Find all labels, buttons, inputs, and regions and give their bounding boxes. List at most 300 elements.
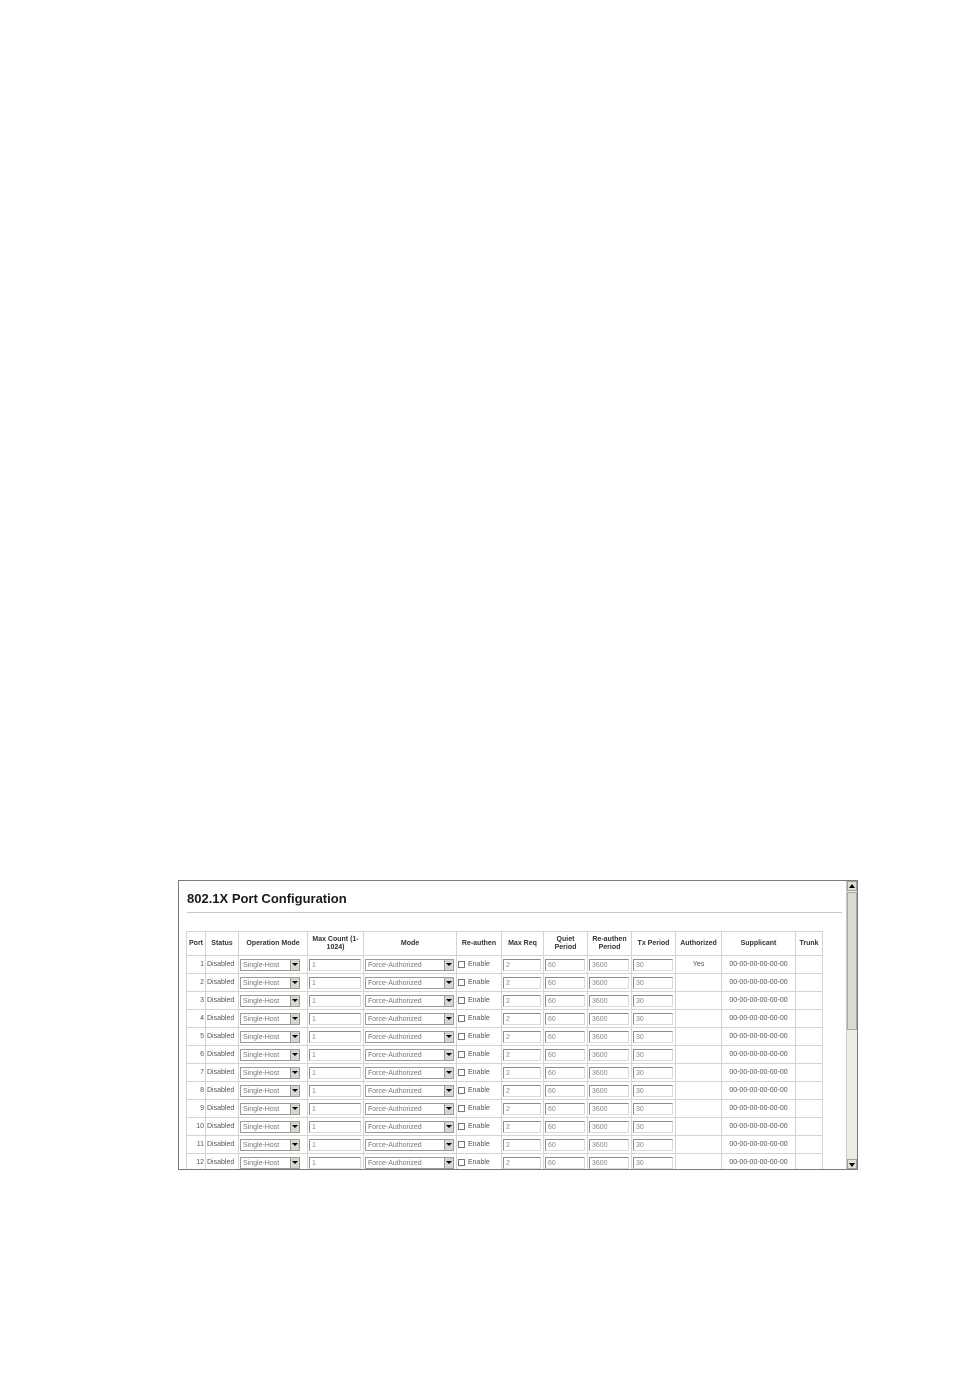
reauthen-period-input[interactable] <box>589 995 629 1007</box>
reauthen-period-input[interactable] <box>589 1013 629 1025</box>
authorized-status <box>676 1028 722 1046</box>
port-status: Disabled <box>206 1082 239 1100</box>
trunk-status <box>796 1100 823 1118</box>
max-count-input[interactable] <box>309 995 361 1007</box>
max-req-input[interactable] <box>503 959 541 971</box>
chevron-down-icon[interactable] <box>444 1014 453 1024</box>
port-status: Disabled <box>206 1010 239 1028</box>
quiet-period-value: 60 <box>548 979 556 987</box>
max-count-input[interactable] <box>309 959 361 971</box>
max-req-value: 2 <box>506 1015 510 1023</box>
reauthen-checkbox[interactable] <box>458 979 465 986</box>
chevron-down-icon[interactable] <box>290 1140 299 1150</box>
mode-cell <box>364 1028 457 1046</box>
max-count-input[interactable] <box>309 1013 361 1025</box>
quiet-period-cell <box>544 1082 588 1100</box>
tx-period-value: 30 <box>636 1123 644 1131</box>
quiet-period-cell <box>544 1064 588 1082</box>
tx-period-input[interactable] <box>633 995 673 1007</box>
header-max-req: Max Req <box>502 932 544 956</box>
mode-select[interactable] <box>365 1121 454 1133</box>
chevron-down-icon[interactable] <box>444 1050 453 1060</box>
quiet-period-cell <box>544 974 588 992</box>
reauthen-period-cell <box>588 1064 632 1082</box>
tx-period-input[interactable] <box>633 1139 673 1151</box>
operation-mode-cell <box>239 1028 308 1046</box>
max-req-cell <box>502 1046 544 1064</box>
mode-cell <box>364 1046 457 1064</box>
reauthen-period-cell <box>588 1136 632 1154</box>
port-number: 3 <box>187 992 206 1010</box>
chevron-down-icon[interactable] <box>444 1086 453 1096</box>
mode-cell <box>364 1136 457 1154</box>
supplicant-address: 00-00-00-00-00-00 <box>722 1136 796 1154</box>
quiet-period-input[interactable] <box>545 1049 585 1061</box>
reauthen-period-input[interactable] <box>589 1157 629 1169</box>
port-number: 12 <box>187 1154 206 1170</box>
authorized-status <box>676 1082 722 1100</box>
reauthen-cell <box>457 1154 502 1170</box>
authorized-status <box>676 1136 722 1154</box>
reauthen-period-cell <box>588 1010 632 1028</box>
port-number: 10 <box>187 1118 206 1136</box>
port-status: Disabled <box>206 956 239 974</box>
chevron-down-icon[interactable] <box>444 1140 453 1150</box>
reauthen-enable-label: Enable <box>468 960 490 968</box>
max-req-value: 2 <box>506 1069 510 1077</box>
table-row <box>187 1046 823 1064</box>
header-authorized: Authorized <box>676 932 722 956</box>
operation-mode-select[interactable] <box>240 1103 300 1115</box>
authorized-status <box>676 1064 722 1082</box>
max-count-input[interactable] <box>309 1121 361 1133</box>
reauthen-cell <box>457 1118 502 1136</box>
operation-mode-value: Single-Host <box>243 1141 280 1149</box>
port-number: 5 <box>187 1028 206 1046</box>
max-req-cell <box>502 974 544 992</box>
reauthen-checkbox[interactable] <box>458 1087 465 1094</box>
max-req-value: 2 <box>506 997 510 1005</box>
max-req-input[interactable] <box>503 1103 541 1115</box>
mode-cell <box>364 974 457 992</box>
reauthen-cell <box>457 1064 502 1082</box>
reauthen-period-value: 3600 <box>592 961 608 969</box>
reauthen-checkbox[interactable] <box>458 1051 465 1058</box>
quiet-period-cell <box>544 1028 588 1046</box>
trunk-status <box>796 1046 823 1064</box>
mode-cell <box>364 1010 457 1028</box>
quiet-period-input[interactable] <box>545 1031 585 1043</box>
max-count-input[interactable] <box>309 1139 361 1151</box>
vertical-scrollbar[interactable] <box>846 881 857 1169</box>
chevron-down-icon[interactable] <box>290 960 299 970</box>
max-req-cell <box>502 992 544 1010</box>
tx-period-value: 30 <box>636 1015 644 1023</box>
operation-mode-select[interactable] <box>240 1031 300 1043</box>
supplicant-address: 00-00-00-00-00-00 <box>722 1118 796 1136</box>
mode-select[interactable] <box>365 1031 454 1043</box>
reauthen-checkbox[interactable] <box>458 1123 465 1130</box>
max-count-value: 1 <box>312 961 316 969</box>
tx-period-input[interactable] <box>633 1013 673 1025</box>
max-req-value: 2 <box>506 1033 510 1041</box>
operation-mode-select[interactable] <box>240 959 300 971</box>
max-req-cell <box>502 956 544 974</box>
port-number: 9 <box>187 1100 206 1118</box>
operation-mode-cell <box>239 1046 308 1064</box>
tx-period-value: 30 <box>636 961 644 969</box>
chevron-down-icon[interactable] <box>444 996 453 1006</box>
mode-value: Force-Authorized <box>368 1051 422 1059</box>
max-count-cell <box>308 992 364 1010</box>
reauthen-period-cell <box>588 956 632 974</box>
reauthen-cell <box>457 1100 502 1118</box>
max-count-input[interactable] <box>309 1049 361 1061</box>
tx-period-cell <box>632 1136 676 1154</box>
quiet-period-cell <box>544 1136 588 1154</box>
chevron-down-icon[interactable] <box>444 978 453 988</box>
header-quiet-period: Quiet Period <box>544 932 588 956</box>
operation-mode-select[interactable] <box>240 1013 300 1025</box>
reauthen-enable-label: Enable <box>468 1122 490 1130</box>
trunk-status <box>796 992 823 1010</box>
max-count-input[interactable] <box>309 1067 361 1079</box>
mode-value: Force-Authorized <box>368 979 422 987</box>
reauthen-period-value: 3600 <box>592 1015 608 1023</box>
chevron-down-icon[interactable] <box>290 1050 299 1060</box>
tx-period-input[interactable] <box>633 1049 673 1061</box>
quiet-period-input[interactable] <box>545 1085 585 1097</box>
max-req-cell <box>502 1028 544 1046</box>
max-req-input[interactable] <box>503 977 541 989</box>
arrow-down-icon[interactable] <box>847 1159 857 1169</box>
tx-period-cell <box>632 1028 676 1046</box>
authorized-status <box>676 1118 722 1136</box>
reauthen-period-value: 3600 <box>592 1141 608 1149</box>
reauthen-period-input[interactable] <box>589 959 629 971</box>
table-row <box>187 1082 823 1100</box>
reauthen-enable-label: Enable <box>468 1104 490 1112</box>
header-reauthen: Re-authen <box>457 932 502 956</box>
trunk-status <box>796 1154 823 1170</box>
reauthen-cell <box>457 1082 502 1100</box>
tx-period-cell <box>632 992 676 1010</box>
max-count-input[interactable] <box>309 1157 361 1169</box>
chevron-down-icon[interactable] <box>444 960 453 970</box>
tx-period-input[interactable] <box>633 1103 673 1115</box>
max-count-input[interactable] <box>309 1031 361 1043</box>
chevron-down-icon[interactable] <box>444 1158 453 1168</box>
max-req-input[interactable] <box>503 1085 541 1097</box>
reauthen-cell <box>457 1010 502 1028</box>
mode-select[interactable] <box>365 995 454 1007</box>
chevron-down-icon[interactable] <box>290 1032 299 1042</box>
port-status: Disabled <box>206 1100 239 1118</box>
authorized-status: Yes <box>676 956 722 974</box>
quiet-period-input[interactable] <box>545 1139 585 1151</box>
reauthen-enable-label: Enable <box>468 1014 490 1022</box>
mode-value: Force-Authorized <box>368 1087 422 1095</box>
operation-mode-select[interactable] <box>240 977 300 989</box>
max-count-input[interactable] <box>309 977 361 989</box>
max-count-input[interactable] <box>309 1085 361 1097</box>
table-row <box>187 1064 823 1082</box>
chevron-down-icon[interactable] <box>290 1014 299 1024</box>
table-header-row <box>187 932 823 956</box>
max-req-cell <box>502 1010 544 1028</box>
port-status: Disabled <box>206 1028 239 1046</box>
mode-select[interactable] <box>365 1085 454 1097</box>
reauthen-checkbox[interactable] <box>458 1141 465 1148</box>
reauthen-period-cell <box>588 1082 632 1100</box>
max-req-input[interactable] <box>503 1031 541 1043</box>
tx-period-cell <box>632 1064 676 1082</box>
mode-value: Force-Authorized <box>368 1015 422 1023</box>
scrollbar-thumb[interactable] <box>847 892 857 1030</box>
chevron-down-icon[interactable] <box>444 1104 453 1114</box>
chevron-down-icon[interactable] <box>290 996 299 1006</box>
max-req-cell <box>502 1064 544 1082</box>
operation-mode-value: Single-Host <box>243 1123 280 1131</box>
port-status: Disabled <box>206 1046 239 1064</box>
reauthen-enable-label: Enable <box>468 1140 490 1148</box>
header-tx-period: Tx Period <box>632 932 676 956</box>
quiet-period-value: 60 <box>548 1087 556 1095</box>
max-count-cell <box>308 1100 364 1118</box>
tx-period-input[interactable] <box>633 1121 673 1133</box>
mode-value: Force-Authorized <box>368 1159 422 1167</box>
reauthen-period-input[interactable] <box>589 1085 629 1097</box>
mode-select[interactable] <box>365 959 454 971</box>
port-status: Disabled <box>206 1064 239 1082</box>
quiet-period-input[interactable] <box>545 995 585 1007</box>
reauthen-enable-label: Enable <box>468 1086 490 1094</box>
table-row <box>187 1154 823 1170</box>
reauthen-checkbox[interactable] <box>458 1033 465 1040</box>
quiet-period-input[interactable] <box>545 1157 585 1169</box>
operation-mode-value: Single-Host <box>243 1033 280 1041</box>
max-count-value: 1 <box>312 1159 316 1167</box>
mode-cell <box>364 1064 457 1082</box>
supplicant-address: 00-00-00-00-00-00 <box>722 1028 796 1046</box>
mode-cell <box>364 1082 457 1100</box>
operation-mode-select[interactable] <box>240 1157 300 1169</box>
supplicant-address: 00-00-00-00-00-00 <box>722 1100 796 1118</box>
max-count-cell <box>308 1028 364 1046</box>
mode-cell <box>364 992 457 1010</box>
operation-mode-value: Single-Host <box>243 1015 280 1023</box>
mode-value: Force-Authorized <box>368 1033 422 1041</box>
mode-value: Force-Authorized <box>368 997 422 1005</box>
supplicant-address: 00-00-00-00-00-00 <box>722 1082 796 1100</box>
reauthen-period-input[interactable] <box>589 1031 629 1043</box>
operation-mode-select[interactable] <box>240 1085 300 1097</box>
max-count-value: 1 <box>312 997 316 1005</box>
mode-select[interactable] <box>365 1103 454 1115</box>
reauthen-cell <box>457 974 502 992</box>
tx-period-input[interactable] <box>633 1085 673 1097</box>
reauthen-period-input[interactable] <box>589 1139 629 1151</box>
quiet-period-value: 60 <box>548 1015 556 1023</box>
quiet-period-input[interactable] <box>545 1103 585 1115</box>
reauthen-period-cell <box>588 1100 632 1118</box>
supplicant-address: 00-00-00-00-00-00 <box>722 992 796 1010</box>
max-count-value: 1 <box>312 1087 316 1095</box>
tx-period-value: 30 <box>636 979 644 987</box>
reauthen-period-value: 3600 <box>592 1087 608 1095</box>
max-count-cell <box>308 1082 364 1100</box>
operation-mode-cell <box>239 1118 308 1136</box>
quiet-period-cell <box>544 1010 588 1028</box>
chevron-down-icon[interactable] <box>290 1086 299 1096</box>
operation-mode-cell <box>239 1082 308 1100</box>
mode-select[interactable] <box>365 1157 454 1169</box>
page-title: 802.1X Port Configuration <box>187 891 347 906</box>
tx-period-value: 30 <box>636 1069 644 1077</box>
reauthen-checkbox[interactable] <box>458 961 465 968</box>
reauthen-checkbox[interactable] <box>458 1105 465 1112</box>
mode-select[interactable] <box>365 977 454 989</box>
table-row <box>187 974 823 992</box>
max-req-input[interactable] <box>503 1157 541 1169</box>
port-config-table <box>186 931 823 1169</box>
table-row <box>187 1100 823 1118</box>
table-row <box>187 1136 823 1154</box>
max-req-input[interactable] <box>503 1067 541 1079</box>
quiet-period-cell <box>544 1100 588 1118</box>
tx-period-cell <box>632 1154 676 1170</box>
operation-mode-cell <box>239 1064 308 1082</box>
operation-mode-cell <box>239 974 308 992</box>
chevron-down-icon[interactable] <box>444 1122 453 1132</box>
reauthen-period-cell <box>588 1028 632 1046</box>
tx-period-value: 30 <box>636 1141 644 1149</box>
max-req-value: 2 <box>506 961 510 969</box>
port-number: 2 <box>187 974 206 992</box>
port-config-window <box>178 880 858 1170</box>
max-count-input[interactable] <box>309 1103 361 1115</box>
max-count-value: 1 <box>312 1123 316 1131</box>
operation-mode-select[interactable] <box>240 1067 300 1079</box>
chevron-down-icon[interactable] <box>290 1158 299 1168</box>
reauthen-period-value: 3600 <box>592 1159 608 1167</box>
tx-period-input[interactable] <box>633 1157 673 1169</box>
quiet-period-value: 60 <box>548 1033 556 1041</box>
tx-period-value: 30 <box>636 1159 644 1167</box>
operation-mode-select[interactable] <box>240 1139 300 1151</box>
mode-select[interactable] <box>365 1049 454 1061</box>
operation-mode-select[interactable] <box>240 1049 300 1061</box>
chevron-down-icon[interactable] <box>290 1104 299 1114</box>
header-reauthen-period: Re-authen Period <box>588 932 632 956</box>
reauthen-period-input[interactable] <box>589 1121 629 1133</box>
supplicant-address: 00-00-00-00-00-00 <box>722 1064 796 1082</box>
reauthen-period-input[interactable] <box>589 1049 629 1061</box>
reauthen-period-input[interactable] <box>589 1067 629 1079</box>
max-count-value: 1 <box>312 1069 316 1077</box>
operation-mode-cell <box>239 1136 308 1154</box>
mode-value: Force-Authorized <box>368 1123 422 1131</box>
table-row <box>187 992 823 1010</box>
mode-select[interactable] <box>365 1067 454 1079</box>
quiet-period-cell <box>544 1154 588 1170</box>
reauthen-enable-label: Enable <box>468 1050 490 1058</box>
reauthen-checkbox[interactable] <box>458 1069 465 1076</box>
mode-select[interactable] <box>365 1139 454 1151</box>
reauthen-checkbox[interactable] <box>458 1015 465 1022</box>
reauthen-period-input[interactable] <box>589 977 629 989</box>
operation-mode-value: Single-Host <box>243 1087 280 1095</box>
chevron-down-icon[interactable] <box>290 978 299 988</box>
title-divider <box>187 912 842 913</box>
max-req-cell <box>502 1118 544 1136</box>
header-trunk: Trunk <box>796 932 823 956</box>
mode-select[interactable] <box>365 1013 454 1025</box>
trunk-status <box>796 1136 823 1154</box>
reauthen-cell <box>457 1136 502 1154</box>
table-row <box>187 1010 823 1028</box>
authorized-status <box>676 1100 722 1118</box>
reauthen-period-cell <box>588 1154 632 1170</box>
quiet-period-input[interactable] <box>545 1067 585 1079</box>
tx-period-input[interactable] <box>633 959 673 971</box>
reauthen-period-input[interactable] <box>589 1103 629 1115</box>
tx-period-input[interactable] <box>633 977 673 989</box>
chevron-down-icon[interactable] <box>290 1068 299 1078</box>
header-port: Port <box>187 932 206 956</box>
arrow-up-icon[interactable] <box>847 881 857 891</box>
mode-value: Force-Authorized <box>368 961 422 969</box>
reauthen-checkbox[interactable] <box>458 997 465 1004</box>
port-number: 6 <box>187 1046 206 1064</box>
mode-cell <box>364 1100 457 1118</box>
quiet-period-input[interactable] <box>545 959 585 971</box>
operation-mode-select[interactable] <box>240 1121 300 1133</box>
chevron-down-icon[interactable] <box>444 1032 453 1042</box>
reauthen-enable-label: Enable <box>468 996 490 1004</box>
max-req-input[interactable] <box>503 1049 541 1061</box>
port-number: 11 <box>187 1136 206 1154</box>
quiet-period-input[interactable] <box>545 1121 585 1133</box>
reauthen-period-value: 3600 <box>592 1105 608 1113</box>
operation-mode-value: Single-Host <box>243 1159 280 1167</box>
reauthen-checkbox[interactable] <box>458 1159 465 1166</box>
authorized-status <box>676 1010 722 1028</box>
max-req-input[interactable] <box>503 1139 541 1151</box>
reauthen-period-value: 3600 <box>592 1069 608 1077</box>
supplicant-address: 00-00-00-00-00-00 <box>722 1046 796 1064</box>
tx-period-input[interactable] <box>633 1031 673 1043</box>
authorized-status <box>676 992 722 1010</box>
max-req-input[interactable] <box>503 995 541 1007</box>
chevron-down-icon[interactable] <box>444 1068 453 1078</box>
reauthen-period-value: 3600 <box>592 1051 608 1059</box>
quiet-period-input[interactable] <box>545 977 585 989</box>
trunk-status <box>796 1010 823 1028</box>
chevron-down-icon[interactable] <box>290 1122 299 1132</box>
operation-mode-select[interactable] <box>240 995 300 1007</box>
max-count-value: 1 <box>312 1141 316 1149</box>
max-req-input[interactable] <box>503 1121 541 1133</box>
max-count-value: 1 <box>312 1105 316 1113</box>
operation-mode-cell <box>239 956 308 974</box>
tx-period-value: 30 <box>636 1051 644 1059</box>
reauthen-enable-label: Enable <box>468 978 490 986</box>
tx-period-input[interactable] <box>633 1067 673 1079</box>
max-count-value: 1 <box>312 1015 316 1023</box>
quiet-period-input[interactable] <box>545 1013 585 1025</box>
max-req-input[interactable] <box>503 1013 541 1025</box>
